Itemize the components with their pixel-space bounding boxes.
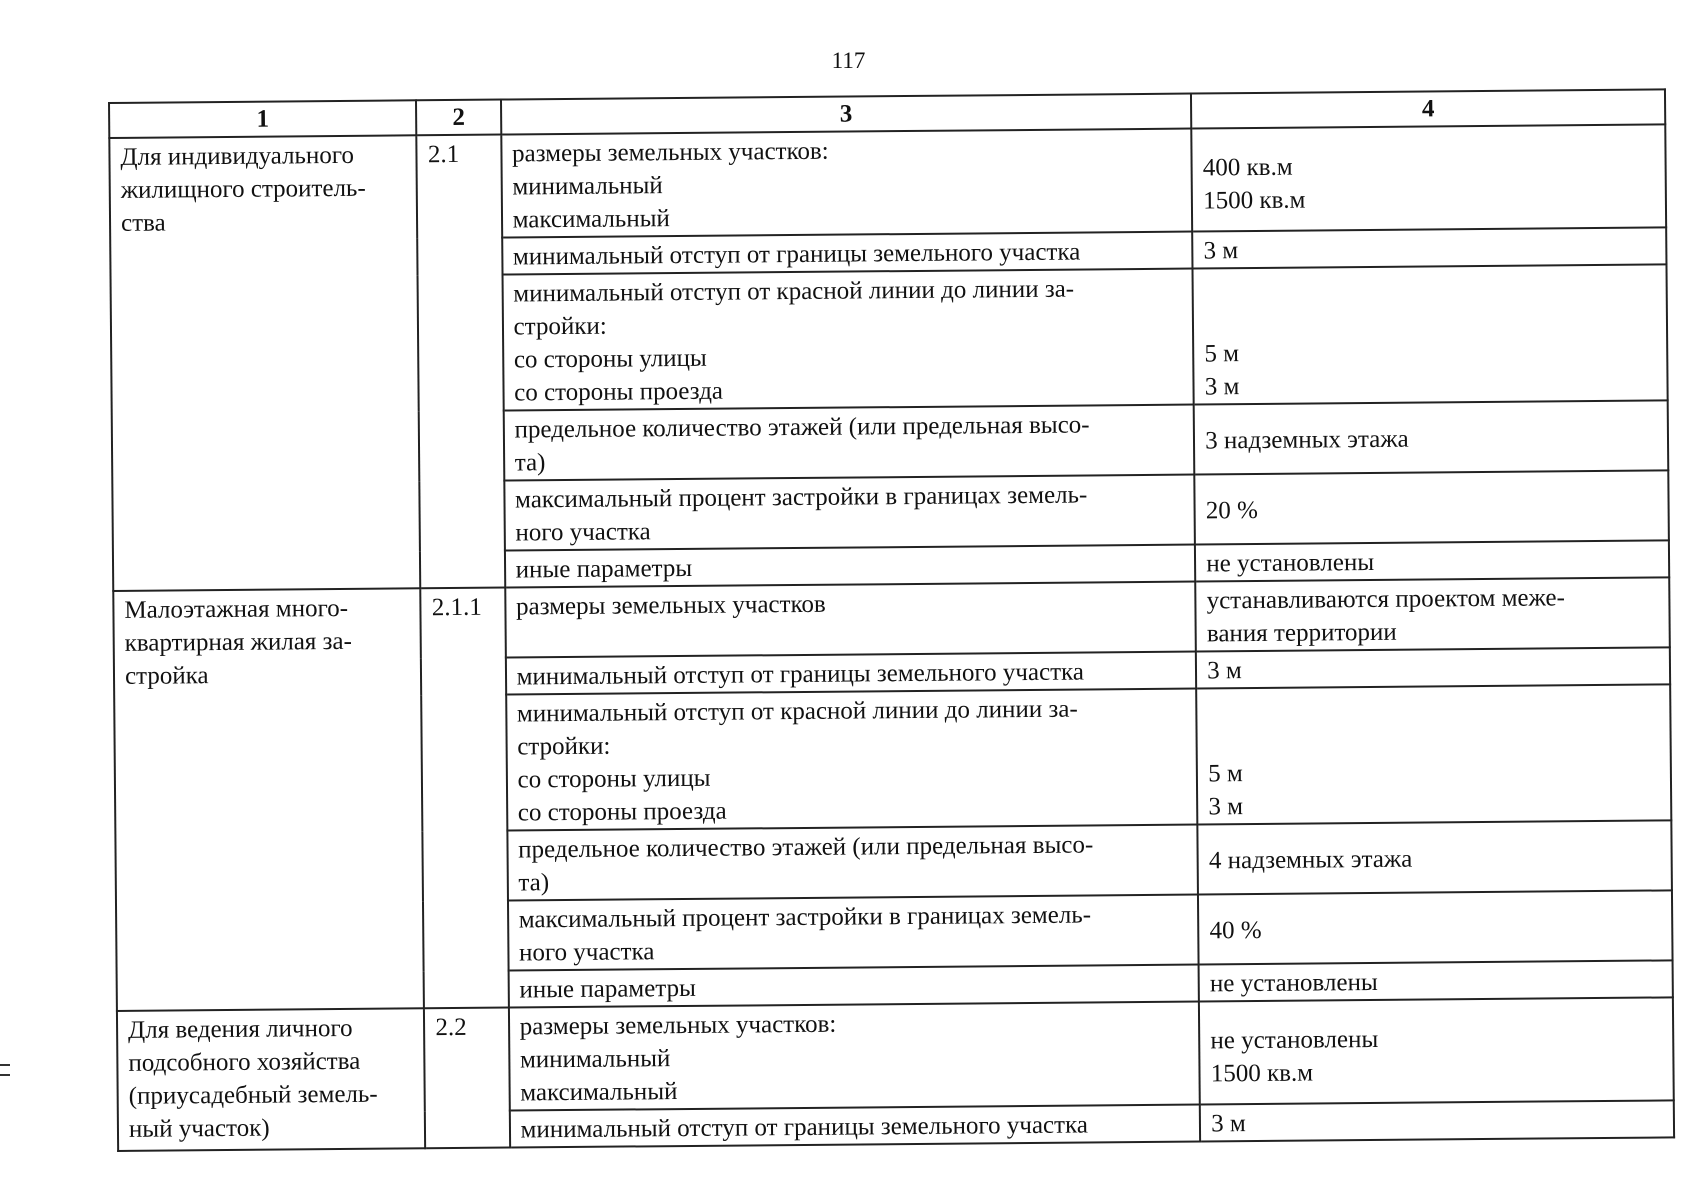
value-cell: [1198, 820, 1672, 894]
land-use-name-cell: [109, 135, 420, 591]
land-use-name-line: квартирная жилая за-: [124, 627, 353, 657]
value-cell: [1192, 124, 1667, 231]
parameter-cell: [502, 232, 1193, 275]
parameter-line: та): [514, 449, 546, 477]
value-line: 20 %: [1205, 496, 1259, 524]
value-line: 3 м: [1208, 793, 1244, 821]
parameter-line: ного участка: [515, 518, 651, 547]
parameter-cell: [505, 652, 1196, 695]
parameter-line: минимальный отступ от границы земельного участка: [516, 658, 1085, 691]
parameter-cell: [508, 965, 1199, 1008]
land-use-name-line: стройка: [124, 662, 209, 690]
parameter-cell: [509, 1002, 1200, 1111]
value-cell: [1195, 577, 1669, 651]
margin-marks: [0, 1064, 10, 1084]
value-cell: [1199, 997, 1674, 1104]
header-col-1: 1: [109, 100, 417, 138]
value-line: 3 м: [1204, 373, 1240, 401]
parameter-line: иные параметры: [515, 554, 693, 584]
parameter-cell: [507, 825, 1198, 901]
parameter-line: предельное количество этажей (или предельная высо-: [518, 831, 1094, 864]
parameter-line: размеры земельных участков:: [511, 137, 829, 168]
value-cell: [1195, 470, 1669, 544]
value-line: 3 м: [1211, 1110, 1246, 1138]
value-line: 1500 кв.м: [1210, 1059, 1314, 1088]
value-line: 1500 кв.м: [1203, 186, 1306, 215]
value-line: устанавливаются проектом меже-: [1206, 584, 1566, 615]
land-use-code-cell: 2.2: [424, 1008, 509, 1149]
parameter-line: размеры земельных участков:: [519, 1010, 837, 1041]
header-col-2: 2: [416, 100, 501, 136]
value-cell: [1200, 1100, 1674, 1141]
parameter-line: минимальный: [519, 1045, 671, 1074]
parameter-cell: [503, 405, 1194, 481]
land-use-name-line: подсобного хозяйства: [128, 1047, 361, 1077]
parameter-line: со стороны проезда: [514, 377, 724, 407]
value-line: 40 %: [1209, 916, 1262, 944]
value-line: вания территории: [1206, 618, 1397, 648]
parameter-cell: [509, 1105, 1200, 1148]
land-use-name-line: Для индивидуального: [120, 141, 355, 171]
parameter-line: минимальный отступ от красной линии до линии за-: [516, 695, 1078, 728]
parameter-line: со стороны улицы: [517, 764, 711, 794]
header-col-4: 4: [1191, 89, 1665, 128]
value-cell: [1194, 400, 1668, 474]
table-body: [109, 124, 1674, 1151]
parameter-line: предельное количество этажей (или предельная высо-: [514, 411, 1090, 444]
parameter-cell: [504, 475, 1195, 551]
land-use-name-line: (приусадебный земель-: [128, 1080, 378, 1110]
land-use-name-cell: [117, 1008, 426, 1151]
value-cell: [1198, 890, 1672, 964]
value-line: 5 м: [1204, 340, 1240, 368]
parameter-cell: [506, 689, 1198, 831]
parameter-line: максимальный процент застройки в границах земель-: [514, 481, 1088, 514]
margin-mark: [0, 1064, 10, 1066]
page-number: 117: [831, 48, 866, 73]
value-cell: [1196, 647, 1670, 688]
land-use-name-line: ства: [120, 209, 166, 237]
value-line: 4 надземных этажа: [1208, 845, 1413, 874]
value-cell: [1199, 960, 1673, 1001]
land-use-code-cell: 2.1: [417, 135, 505, 589]
parameter-line: стройки:: [513, 312, 607, 341]
parameter-line: максимальный: [520, 1078, 678, 1107]
land-use-name-cell: [113, 588, 424, 1011]
parameter-cell: [508, 895, 1199, 971]
parameter-line: размеры земельных участков: [515, 590, 826, 621]
parameter-cell: [505, 545, 1196, 588]
parameter-line: максимальный процент застройки в границах земель-: [518, 901, 1092, 934]
table-row: [117, 997, 1674, 1114]
value-line: 5 м: [1208, 760, 1243, 788]
value-line: не установлены: [1209, 968, 1378, 998]
value-line: 3 надземных этажа: [1205, 425, 1409, 454]
land-use-name-line: Малоэтажная много-: [124, 594, 349, 624]
land-use-code-cell: 2.1.1: [421, 588, 509, 1009]
value-cell: [1195, 540, 1669, 581]
parameter-line: минимальный отступ от границы земельного участка: [520, 1111, 1089, 1144]
value-line: не установлены: [1206, 548, 1375, 578]
value-cell: [1192, 227, 1666, 268]
parameter-line: минимальный отступ от красной линии до линии за-: [513, 275, 1075, 308]
land-parameters-table: [108, 88, 1675, 1152]
parameter-line: со стороны улицы: [513, 344, 707, 374]
parameter-cell: [501, 129, 1192, 238]
parameter-line: та): [518, 869, 550, 897]
parameter-line: максимальный: [512, 205, 670, 234]
margin-mark: [0, 1074, 10, 1076]
land-use-name-line: жилищного строитель-: [120, 174, 366, 204]
value-line: 400 кв.м: [1202, 153, 1293, 182]
value-line: 3 м: [1203, 237, 1239, 265]
value-line: 3 м: [1207, 657, 1242, 685]
value-cell: [1193, 264, 1668, 404]
parameter-line: стройки:: [517, 732, 611, 761]
land-use-name-line: Для ведения личного: [127, 1014, 353, 1044]
parameter-line: минимальный отступ от границы земельного участка: [512, 238, 1081, 271]
parameter-line: иные параметры: [519, 974, 696, 1004]
parameter-line: ного участка: [518, 938, 655, 967]
parameter-cell: [505, 582, 1196, 658]
value-line: не установлены: [1210, 1025, 1379, 1055]
value-cell: [1196, 684, 1671, 824]
header-col-3: 3: [501, 94, 1192, 135]
parameter-line: со стороны проезда: [517, 797, 727, 827]
table-row: [109, 124, 1666, 241]
land-use-name-line: ный участок): [128, 1114, 270, 1143]
parameter-cell: [502, 269, 1194, 411]
parameter-line: минимальный: [512, 172, 663, 201]
